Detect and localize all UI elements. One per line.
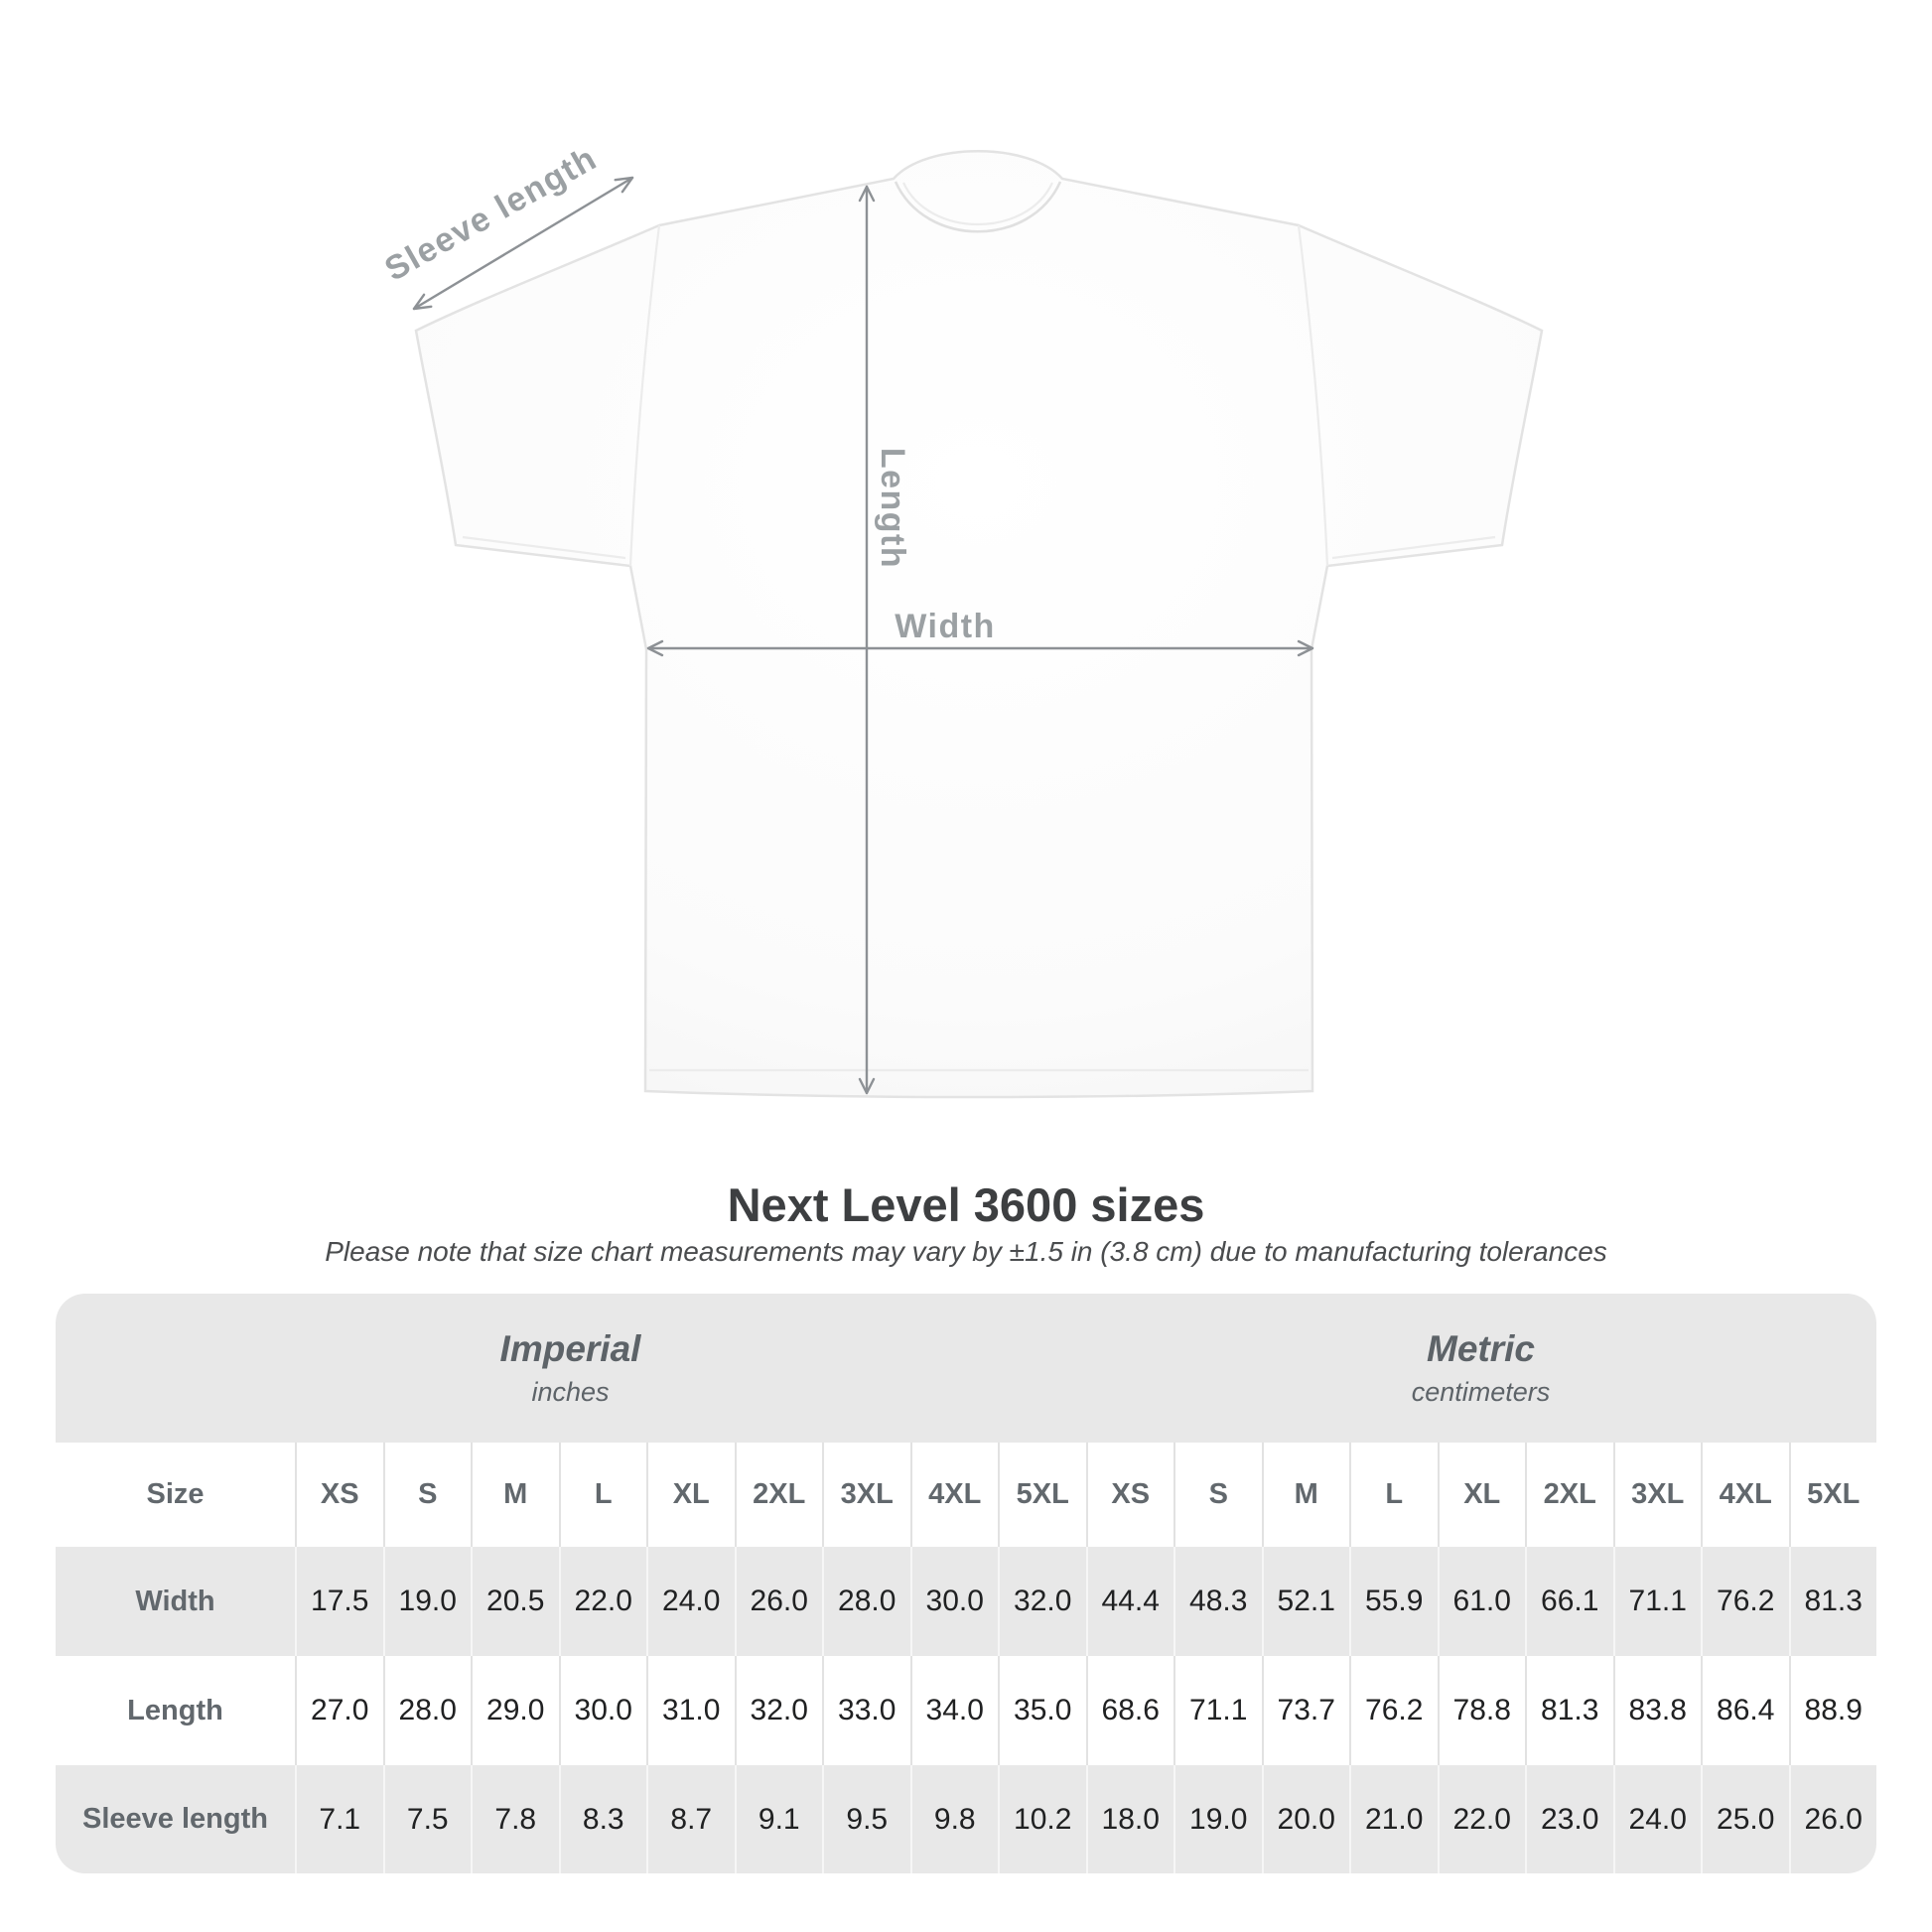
size-cell: XS	[1086, 1443, 1174, 1547]
size-cell: 4XL	[1701, 1443, 1789, 1547]
value-cell: 19.0	[1173, 1765, 1262, 1873]
value-cell: 71.1	[1613, 1547, 1702, 1656]
size-cell: XS	[295, 1443, 383, 1547]
value-cell: 7.1	[295, 1765, 383, 1873]
value-cell: 32.0	[735, 1656, 823, 1765]
value-cell: 27.0	[295, 1656, 383, 1765]
row-label: Width	[135, 1585, 215, 1617]
size-cell: XL	[1438, 1443, 1526, 1547]
value-cell: 8.7	[646, 1765, 735, 1873]
value-cell: 66.1	[1525, 1547, 1613, 1656]
value-cell: 81.3	[1789, 1547, 1877, 1656]
value-cell: 28.0	[383, 1656, 472, 1765]
size-cell: 3XL	[1613, 1443, 1702, 1547]
value-cell: 48.3	[1173, 1547, 1262, 1656]
page-title: Next Level 3600 sizes	[727, 1178, 1205, 1231]
length-row	[56, 1656, 1876, 1765]
value-cell: 61.0	[1438, 1547, 1526, 1656]
size-cell: 5XL	[1789, 1443, 1877, 1547]
value-cell: 55.9	[1349, 1547, 1438, 1656]
size-cell: 2XL	[1525, 1443, 1613, 1547]
size-cell: 2XL	[735, 1443, 823, 1547]
value-cell: 24.0	[1613, 1765, 1702, 1873]
value-cell: 7.8	[471, 1765, 559, 1873]
value-cell: 24.0	[646, 1547, 735, 1656]
tolerance-note: Please note that size chart measurements may vary by ±1.5 in (3.8 cm) due to manufacturing tolerances	[325, 1236, 1607, 1267]
value-cell: 7.5	[383, 1765, 472, 1873]
value-cell: 20.0	[1262, 1765, 1350, 1873]
value-cell: 10.2	[998, 1765, 1086, 1873]
value-cell: 29.0	[471, 1656, 559, 1765]
value-cell: 30.0	[910, 1547, 999, 1656]
sleeve-length-label: Sleeve length	[378, 139, 604, 289]
value-cell: 9.8	[910, 1765, 999, 1873]
size-table	[56, 1294, 1876, 1873]
value-cell: 35.0	[998, 1656, 1086, 1765]
sleeve-length-row	[56, 1765, 1876, 1873]
unit-header-row	[56, 1294, 1876, 1443]
value-cell: 25.0	[1701, 1765, 1789, 1873]
size-cell: 5XL	[998, 1443, 1086, 1547]
value-cell: 30.0	[559, 1656, 647, 1765]
row-label: Length	[127, 1694, 223, 1726]
value-cell: 19.0	[383, 1547, 472, 1656]
metric-header	[1085, 1294, 1876, 1443]
value-cell: 44.4	[1086, 1547, 1174, 1656]
size-col-header: Size	[146, 1478, 205, 1510]
value-cell: 81.3	[1525, 1656, 1613, 1765]
value-cell: 21.0	[1349, 1765, 1438, 1873]
metric-title: Metric	[1427, 1328, 1535, 1369]
size-cell: S	[1173, 1443, 1262, 1547]
value-cell: 26.0	[1789, 1765, 1877, 1873]
imperial-unit: inches	[531, 1377, 610, 1407]
size-cell: M	[1262, 1443, 1350, 1547]
value-cell: 34.0	[910, 1656, 999, 1765]
size-cell: 3XL	[822, 1443, 910, 1547]
imperial-header	[56, 1294, 1085, 1443]
value-cell: 71.1	[1173, 1656, 1262, 1765]
value-cell: 33.0	[822, 1656, 910, 1765]
row-label: Sleeve length	[82, 1803, 268, 1835]
value-cell: 76.2	[1349, 1656, 1438, 1765]
value-cell: 83.8	[1613, 1656, 1702, 1765]
value-cell: 20.5	[471, 1547, 559, 1656]
value-cell: 76.2	[1701, 1547, 1789, 1656]
size-cell: XL	[646, 1443, 735, 1547]
value-cell: 22.0	[1438, 1765, 1526, 1873]
value-cell: 26.0	[735, 1547, 823, 1656]
width-label: Width	[895, 608, 996, 645]
metric-unit: centimeters	[1411, 1377, 1551, 1407]
value-cell: 88.9	[1789, 1656, 1877, 1765]
value-cell: 78.8	[1438, 1656, 1526, 1765]
value-cell: 17.5	[295, 1547, 383, 1656]
size-cell: L	[1349, 1443, 1438, 1547]
value-cell: 9.5	[822, 1765, 910, 1873]
value-cell: 8.3	[559, 1765, 647, 1873]
value-cell: 22.0	[559, 1547, 647, 1656]
size-header-row	[56, 1443, 1876, 1547]
width-row	[56, 1547, 1876, 1656]
value-cell: 32.0	[998, 1547, 1086, 1656]
value-cell: 86.4	[1701, 1656, 1789, 1765]
imperial-title: Imperial	[499, 1328, 641, 1369]
value-cell: 23.0	[1525, 1765, 1613, 1873]
value-cell: 73.7	[1262, 1656, 1350, 1765]
size-cell: L	[559, 1443, 647, 1547]
value-cell: 9.1	[735, 1765, 823, 1873]
size-cell: S	[383, 1443, 472, 1547]
value-cell: 31.0	[646, 1656, 735, 1765]
value-cell: 68.6	[1086, 1656, 1174, 1765]
value-cell: 28.0	[822, 1547, 910, 1656]
length-label: Length	[874, 447, 911, 570]
size-cell: M	[471, 1443, 559, 1547]
value-cell: 18.0	[1086, 1765, 1174, 1873]
size-cell: 4XL	[910, 1443, 999, 1547]
value-cell: 52.1	[1262, 1547, 1350, 1656]
